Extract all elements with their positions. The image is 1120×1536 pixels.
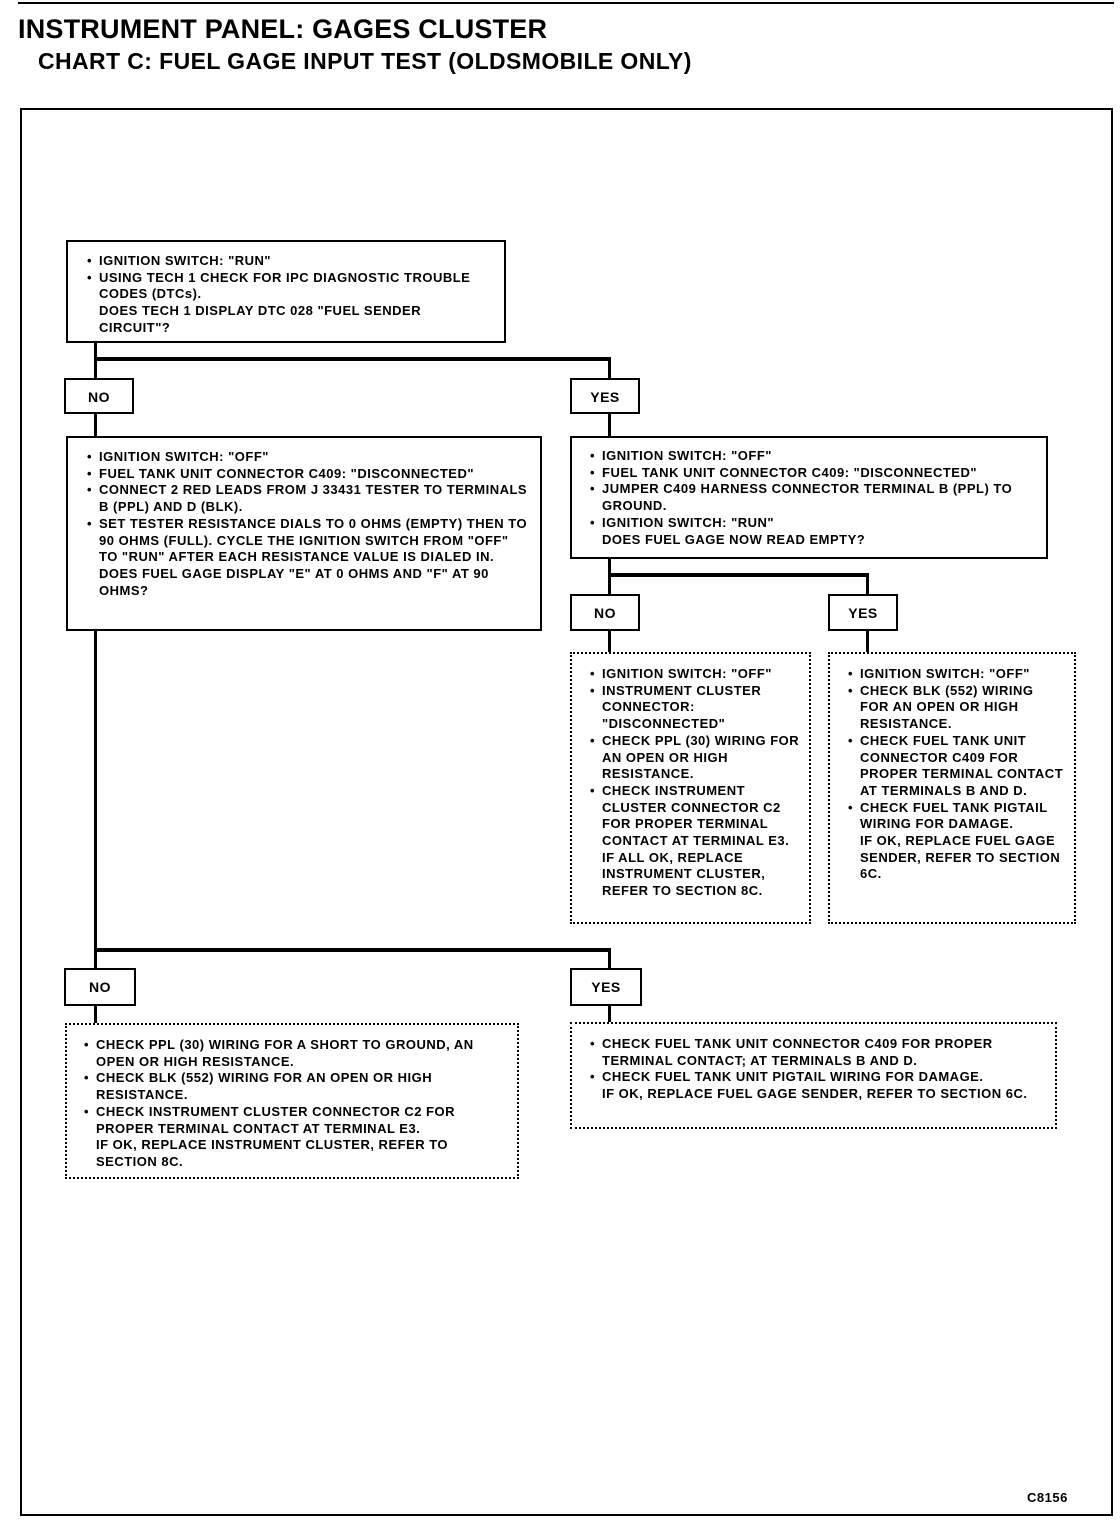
step-bullet: • USING TECH 1 CHECK FOR IPC DIAGNOSTIC TROUBLE CODES (DTCs). bbox=[87, 270, 494, 303]
connector-line bbox=[94, 357, 611, 361]
step-bullet: • JUMPER C409 HARNESS CONNECTOR TERMINAL B (PPL) TO GROUND. bbox=[590, 481, 1036, 514]
page-title: INSTRUMENT PANEL: GAGES CLUSTER bbox=[18, 14, 548, 44]
step-bullet: • FUEL TANK UNIT CONNECTOR C409: "DISCONNECTED" bbox=[87, 466, 530, 483]
connector-line bbox=[94, 630, 97, 970]
tank-connector-check-box bbox=[570, 1022, 1057, 1129]
tester-check-box bbox=[66, 436, 542, 631]
top-rule bbox=[18, 2, 1114, 4]
step-bullet: • IGNITION SWITCH: "OFF" bbox=[590, 666, 801, 683]
yes-label: YES bbox=[570, 968, 642, 1006]
chart-subtitle: CHART C: FUEL GAGE INPUT TEST (OLDSMOBILE ONLY) bbox=[38, 48, 692, 74]
step-bullet: • CHECK BLK (552) WIRING FOR AN OPEN OR HIGH RESISTANCE. bbox=[848, 683, 1064, 733]
connector-line bbox=[866, 630, 869, 654]
ppl-wiring-check-box bbox=[570, 652, 811, 924]
step-action: IF ALL OK, REPLACE INSTRUMENT CLUSTER, REFER TO SECTION 8C. bbox=[602, 849, 766, 899]
connector-line bbox=[94, 412, 97, 438]
wiring-check-box bbox=[65, 1023, 519, 1179]
step-bullet: • CHECK PPL (30) WIRING FOR A SHORT TO GROUND, AN OPEN OR HIGH RESISTANCE. bbox=[84, 1037, 507, 1070]
figure-code: C8156 bbox=[1027, 1490, 1068, 1505]
connector-line bbox=[866, 573, 869, 594]
step-bullet: • CONNECT 2 RED LEADS FROM J 33431 TESTER TO TERMINALS B (PPL) AND D (BLK). bbox=[87, 482, 530, 515]
connector-line bbox=[608, 948, 611, 970]
connector-line bbox=[94, 948, 611, 952]
step-question: DOES FUEL GAGE NOW READ EMPTY? bbox=[602, 531, 866, 547]
connector-line bbox=[608, 573, 869, 577]
no-label: NO bbox=[570, 594, 640, 631]
step-bullet: • CHECK PPL (30) WIRING FOR AN OPEN OR HIGH RESISTANCE. bbox=[590, 733, 801, 783]
jumper-check-box bbox=[570, 436, 1048, 559]
step-bullet: • SET TESTER RESISTANCE DIALS TO 0 OHMS (EMPTY) THEN TO 90 OHMS (FULL). CYCLE THE IGNITION SWITCH FROM "OFF" TO "RUN" AFTER EACH RESISTANCE VALUE IS DIALED IN. bbox=[87, 516, 530, 566]
step-question: DOES TECH 1 DISPLAY DTC 028 "FUEL SENDER CIRCUIT"? bbox=[99, 303, 422, 335]
step-bullet: • IGNITION SWITCH: "OFF" bbox=[87, 449, 530, 466]
step-bullet: • CHECK FUEL TANK UNIT CONNECTOR C409 FOR PROPER TERMINAL CONTACT; AT TERMINALS B AND D. bbox=[590, 1036, 1045, 1069]
step-bullet: • CHECK INSTRUMENT CLUSTER CONNECTOR C2 FOR PROPER TERMINAL CONTACT AT TERMINAL E3. bbox=[590, 783, 801, 850]
step-bullet: • INSTRUMENT CLUSTER CONNECTOR: "DISCONNECTED" bbox=[590, 683, 801, 733]
connector-line bbox=[608, 357, 611, 380]
step-bullet: • CHECK INSTRUMENT CLUSTER CONNECTOR C2 FOR PROPER TERMINAL CONTACT AT TERMINAL E3. bbox=[84, 1104, 507, 1137]
start-step-box bbox=[66, 240, 506, 343]
connector-line bbox=[94, 342, 97, 380]
step-bullet: • IGNITION SWITCH: "RUN" bbox=[590, 515, 1036, 532]
step-bullet: • CHECK FUEL TANK UNIT PIGTAIL WIRING FOR DAMAGE. bbox=[590, 1069, 1045, 1086]
no-label: NO bbox=[64, 378, 134, 414]
step-action: IF OK, REPLACE FUEL GAGE SENDER, REFER TO SECTION 6C. bbox=[860, 833, 1061, 882]
connector-line bbox=[94, 1005, 97, 1025]
blk-wiring-check-box bbox=[828, 652, 1076, 924]
yes-label: YES bbox=[570, 378, 640, 414]
no-label: NO bbox=[64, 968, 136, 1006]
step-bullet: • CHECK FUEL TANK PIGTAIL WIRING FOR DAMAGE. bbox=[848, 800, 1064, 833]
step-action: IF OK, REPLACE INSTRUMENT CLUSTER, REFER TO SECTION 8C. bbox=[96, 1137, 449, 1169]
yes-label: YES bbox=[828, 594, 898, 631]
connector-line bbox=[608, 630, 611, 654]
step-bullet: • IGNITION SWITCH: "OFF" bbox=[848, 666, 1064, 683]
step-bullet: • FUEL TANK UNIT CONNECTOR C409: "DISCONNECTED" bbox=[590, 465, 1036, 482]
step-bullet: • CHECK BLK (552) WIRING FOR AN OPEN OR HIGH RESISTANCE. bbox=[84, 1070, 507, 1103]
connector-line bbox=[608, 413, 611, 438]
step-action: IF OK, REPLACE FUEL GAGE SENDER, REFER TO SECTION 6C. bbox=[602, 1086, 1028, 1102]
step-bullet: • IGNITION SWITCH: "RUN" bbox=[87, 253, 494, 270]
step-bullet: • IGNITION SWITCH: "OFF" bbox=[590, 448, 1036, 465]
step-bullet: • CHECK FUEL TANK UNIT CONNECTOR C409 FOR PROPER TERMINAL CONTACT AT TERMINALS B AND D. bbox=[848, 733, 1064, 800]
step-question: DOES FUEL GAGE DISPLAY "E" AT 0 OHMS AND "F" AT 90 OHMS? bbox=[99, 565, 489, 598]
